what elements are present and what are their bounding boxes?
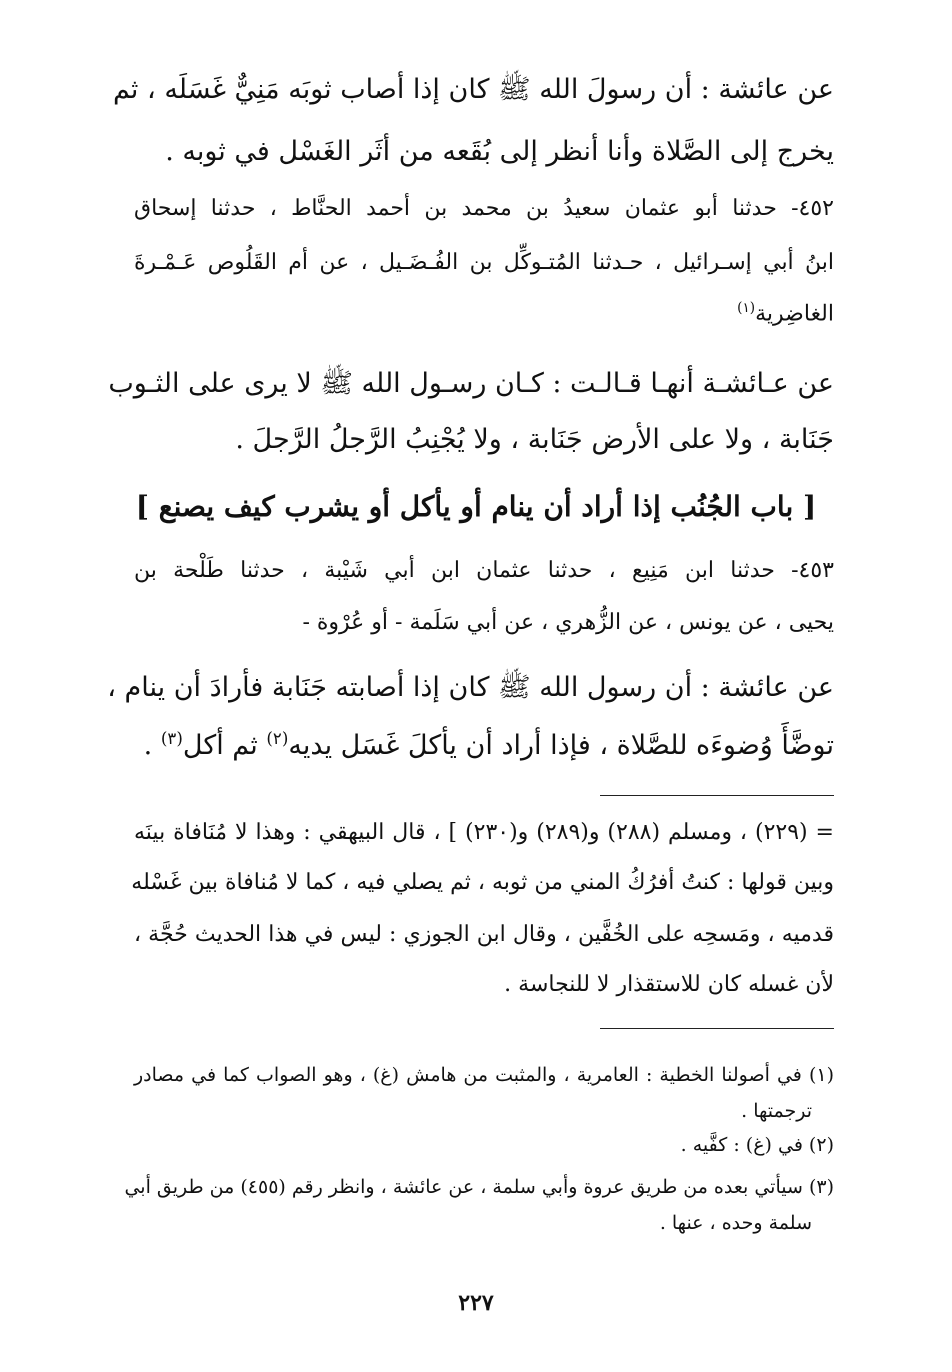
hadith-453-isnad-line-2: يحيى ، عن يونس ، عن الزُّهري ، عن أبي سَلَمة - أو عُرْوة - [302, 610, 834, 635]
footnote-3-line-1: (٣) سيأتي بعده من طريق عروة وأبي سلمة ، عن عائشة ، وانظر رقم (٤٥٥) من طريق أبي [124, 1176, 834, 1198]
matn-part-c: . [143, 730, 161, 761]
continued-note-line-1: = (٢٢٩) ، ومسلم (٢٨٨) و(٢٨٩) و(٢٣٠) ] ، قال البيهقي : وهذا لا مُنَافاة بينَه [134, 820, 834, 845]
continued-note-line-3: قدميه ، ومَسحِه على الخُفَّين ، وقال ابن الجوزي : ليس في هذا الحديث حُجَّة ، [134, 922, 834, 947]
hadith-452-matn-line-1: عن عـائشـة أنهـا قـالـت : كـان رسـول الله ﷺ لا يرى على الثـوب [108, 368, 834, 399]
footnote-ref-1: (١) [737, 300, 756, 316]
hadith-452-isnad-text: الغاضِرية [755, 301, 834, 327]
footnote-2: (٢) في (غ) : كفَّيه . [680, 1134, 834, 1156]
matn-part-a: توضَّأَ وُضوءَه للصَّلاة ، فإذا أراد أن يأكلَ غَسَل يديه [288, 730, 834, 761]
footnote-1-line-1: (١) في أصولنا الخطية : العامرية ، والمثبت من هامش (غ) ، وهو الصواب كما في مصادر [134, 1064, 834, 1086]
hadith-453-matn-line-2 [144, 728, 834, 761]
chapter-heading: [ باب الجُنُب إذا أراد أن ينام أو يأكل أو يشرب كيف يصنع ] [135, 490, 817, 523]
hadith-451-line-2: يخرج إلى الصَّلاة وأنا أنظر إلى بُقَعه من أثَر الغَسْل في ثوبه . [165, 136, 834, 167]
footnote-ref-2: (٢) [266, 728, 289, 748]
matn-part-b: ثم أكل [182, 730, 267, 761]
page-number: ٢٢٧ [458, 1290, 494, 1316]
footnote-1-line-2: ترجمتها . [741, 1100, 812, 1122]
hadith-453-matn-line-1: عن عائشة : أن رسول الله ﷺ كان إذا أصابته جَنَابة فأرادَ أن ينام ، [107, 672, 834, 703]
footnote-ref-3: (٣) [160, 728, 183, 748]
continued-note-line-2: وبين قولها : كنتُ أفرُكُ المني من ثوبه ، ثم يصلي فيه ، كما لا مُنافاة بين غَسْله [131, 870, 834, 895]
separator-rule-1 [600, 795, 834, 796]
footnote-3-line-2: سلمة وحده ، عنها . [659, 1212, 812, 1234]
hadith-453-isnad-line-1: ٤٥٣- حدثنا ابن مَنِيع ، حدثنا عثمان ابن أبي شَيْبة ، حدثنا طَلْحة بن [134, 558, 834, 583]
hadith-452-isnad-line-1: ٤٥٢- حدثنا أبو عثمان سعيدُ بن محمد بن أحمد الحنَّاط ، حدثنا إسحاق [134, 196, 834, 221]
hadith-452-matn-line-2: جَنَابة ، ولا على الأرض جَنَابة ، ولا يُجْنِبُ الرَّجلُ الرَّجلَ . [235, 424, 834, 455]
hadith-452-isnad-line-3 [737, 300, 834, 326]
hadith-451-line-1: عن عائشة : أن رسولَ الله ﷺ كان إذا أصاب ثوبَه مَنِيٌّ غَسَلَه ، ثم [112, 74, 834, 105]
continued-note-line-4: لأن غسله كان للاستقذار لا للنجاسة . [504, 972, 834, 997]
separator-rule-2 [600, 1028, 834, 1029]
hadith-452-isnad-line-2: ابنُ أبي إسـرائيل ، حـدثنا المُتـوكِّل بن الفُـضَـيل ، عن أم القَلُوص عَـمْـرةَ [134, 250, 834, 275]
